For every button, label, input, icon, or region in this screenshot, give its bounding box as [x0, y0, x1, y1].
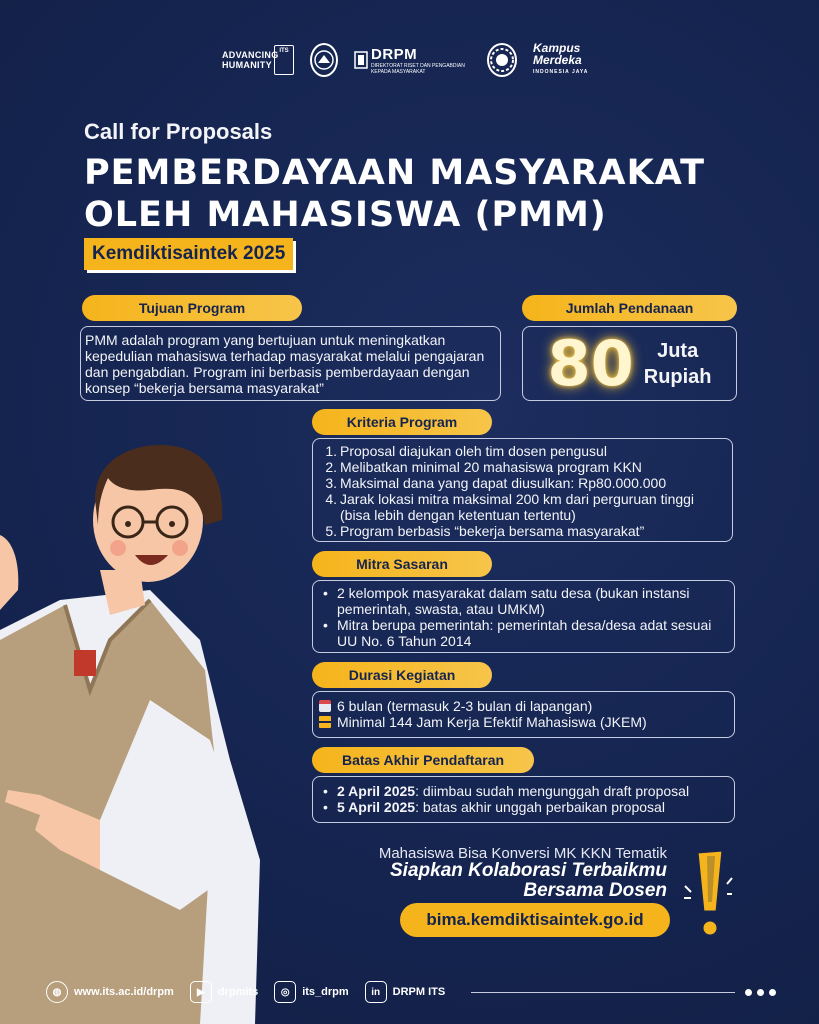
- list-text: Proposal diajukan oleh tim dosen pengusul: [340, 443, 607, 459]
- footer: [46, 980, 776, 1004]
- calendar-icon: [319, 700, 331, 712]
- advancing-humanity-text: ADVANCING HUMANITY: [222, 50, 279, 70]
- kampus-merdeka-logo: [533, 42, 602, 78]
- footer-linkedin-text: DRPM ITS: [392, 986, 446, 998]
- kampus-merdeka-sub: INDONESIA JAYA: [533, 69, 589, 75]
- list-text: Program berbasis “bekerja bersama masyarakat”: [340, 523, 645, 539]
- bullet-icon: •: [323, 799, 328, 815]
- list-item: [323, 443, 726, 459]
- footer-divider: [471, 992, 735, 993]
- kriteria-list: [323, 443, 726, 539]
- youtube-icon: ▶: [190, 981, 212, 1003]
- list-text: Jarak lokasi mitra maksimal 200 km dari perguruan tinggi (bisa lebih dengan ketentuan tertentu): [340, 491, 695, 523]
- drpm-mark-icon: [354, 51, 368, 69]
- linkedin-icon: in: [365, 981, 387, 1003]
- mitra-list: [323, 585, 728, 649]
- konversi-text: Mahasiswa Bisa Konversi MK KKN Tematik: [378, 845, 667, 862]
- list-number: 5.: [325, 523, 337, 539]
- kemdikti-seal-icon: [487, 43, 517, 77]
- year-tag: Kemdiktisaintek 2025: [84, 238, 293, 270]
- footer-web-text: www.its.ac.id/drpm: [74, 986, 174, 998]
- its-seal-icon: [310, 43, 338, 77]
- list-text: Maksimal dana yang dapat diusulkan: Rp80.000.000: [340, 475, 667, 491]
- durasi-box: [312, 691, 735, 738]
- bullet-icon: •: [323, 783, 328, 799]
- bullet-icon: •: [323, 617, 328, 633]
- footer-web[interactable]: [46, 981, 174, 1003]
- mitra-box: [312, 580, 735, 653]
- kriteria-box: [312, 438, 733, 542]
- more-dots-icon: [745, 989, 776, 996]
- deadline-date: 2 April 2025: [337, 783, 416, 799]
- footer-linkedin[interactable]: [365, 981, 446, 1003]
- list-number: 3.: [325, 475, 337, 491]
- kampus-merdeka-text: Kampus Merdeka: [533, 41, 582, 67]
- list-text: : diimbau sudah mengunggah draft proposal: [415, 783, 690, 799]
- list-text: 6 bulan (termasuk 2-3 bulan di lapangan): [337, 698, 593, 714]
- list-number: 1.: [325, 443, 337, 459]
- list-text: Melibatkan minimal 20 mahasiswa program KKN: [340, 459, 642, 475]
- siapkan-line-2: Bersama Dosen: [523, 880, 667, 901]
- pendanaan-number: 80: [547, 326, 634, 400]
- tujuan-text: PMM adalah program yang bertujuan untuk meningkatkan kepedulian mahasiswa terhadap masyarakat melalui pengajaran dan pengabdian. Program ini berbasis pemberdayaan dengan konsep “bekerja bersama masyarakat”: [80, 326, 501, 401]
- registration-link[interactable]: bima.kemdiktisaintek.go.id: [400, 903, 670, 937]
- exclamation-icon: [683, 846, 733, 942]
- page-title: [84, 152, 705, 236]
- logo-row: [222, 38, 602, 82]
- batas-list: [323, 783, 728, 815]
- list-text: Mitra berupa pemerintah: pemerintah desa/desa adat sesuai UU No. 6 Tahun 2014: [337, 617, 712, 649]
- tujuan-label: Tujuan Program: [82, 295, 302, 321]
- pendanaan-box: [522, 326, 737, 401]
- person-illustration: [0, 440, 300, 1024]
- list-item: [323, 523, 726, 539]
- drpm-name: DRPM: [371, 45, 418, 63]
- its-badge: ITS: [274, 45, 294, 75]
- list-item: [323, 475, 726, 491]
- list-text: Minimal 144 Jam Kerja Efektif Mahasiswa (JKEM): [337, 714, 647, 730]
- kriteria-label: Kriteria Program: [312, 409, 492, 435]
- siapkan-heading: [390, 861, 667, 901]
- hourglass-icon: [319, 716, 331, 728]
- list-number: 2.: [325, 459, 337, 475]
- durasi-label: Durasi Kegiatan: [312, 662, 492, 688]
- list-item: [319, 714, 728, 730]
- drpm-logo: [354, 46, 471, 75]
- pendanaan-unit: [644, 338, 712, 390]
- pendanaan-label: Jumlah Pendanaan: [522, 295, 737, 321]
- its-logo: [222, 45, 294, 75]
- list-item: [323, 799, 728, 815]
- instagram-icon: ◎: [274, 981, 296, 1003]
- footer-instagram-text: its_drpm: [302, 986, 349, 998]
- list-item: [323, 491, 726, 523]
- title-line-2: OLEH MAHASISWA (PMM): [84, 195, 607, 235]
- list-item: [323, 783, 728, 799]
- title-line-1: PEMBERDAYAAN MASYARAKAT: [84, 153, 705, 193]
- pendanaan-unit-2: Rupiah: [643, 365, 712, 388]
- batas-box: [312, 776, 735, 823]
- siapkan-line-1: Siapkan Kolaborasi Terbaikmu: [390, 860, 667, 881]
- footer-youtube-text: drpmits: [217, 986, 259, 998]
- batas-label: Batas Akhir Pendaftaran: [312, 747, 534, 773]
- footer-instagram[interactable]: [274, 981, 348, 1003]
- list-item: [323, 585, 728, 617]
- deadline-date: 5 April 2025: [337, 799, 416, 815]
- list-item: [319, 698, 728, 714]
- list-item: [323, 459, 726, 475]
- call-for-proposals: Call for Proposals: [84, 119, 273, 144]
- list-item: [323, 617, 728, 649]
- footer-youtube[interactable]: [190, 981, 258, 1003]
- mitra-label: Mitra Sasaran: [312, 551, 492, 577]
- pendanaan-unit-1: Juta: [657, 339, 699, 362]
- list-text: : batas akhir unggah perbaikan proposal: [415, 799, 665, 815]
- bullet-icon: •: [323, 585, 328, 601]
- list-text: 2 kelompok masyarakat dalam satu desa (bukan instansi pemerintah, swasta, atau UMKM): [337, 585, 690, 617]
- list-number: 4.: [325, 491, 337, 507]
- drpm-subtitle: DIREKTORAT RISET DAN PENGABDIAN KEPADA MASYARAKAT: [371, 62, 465, 75]
- globe-icon: ◍: [46, 981, 68, 1003]
